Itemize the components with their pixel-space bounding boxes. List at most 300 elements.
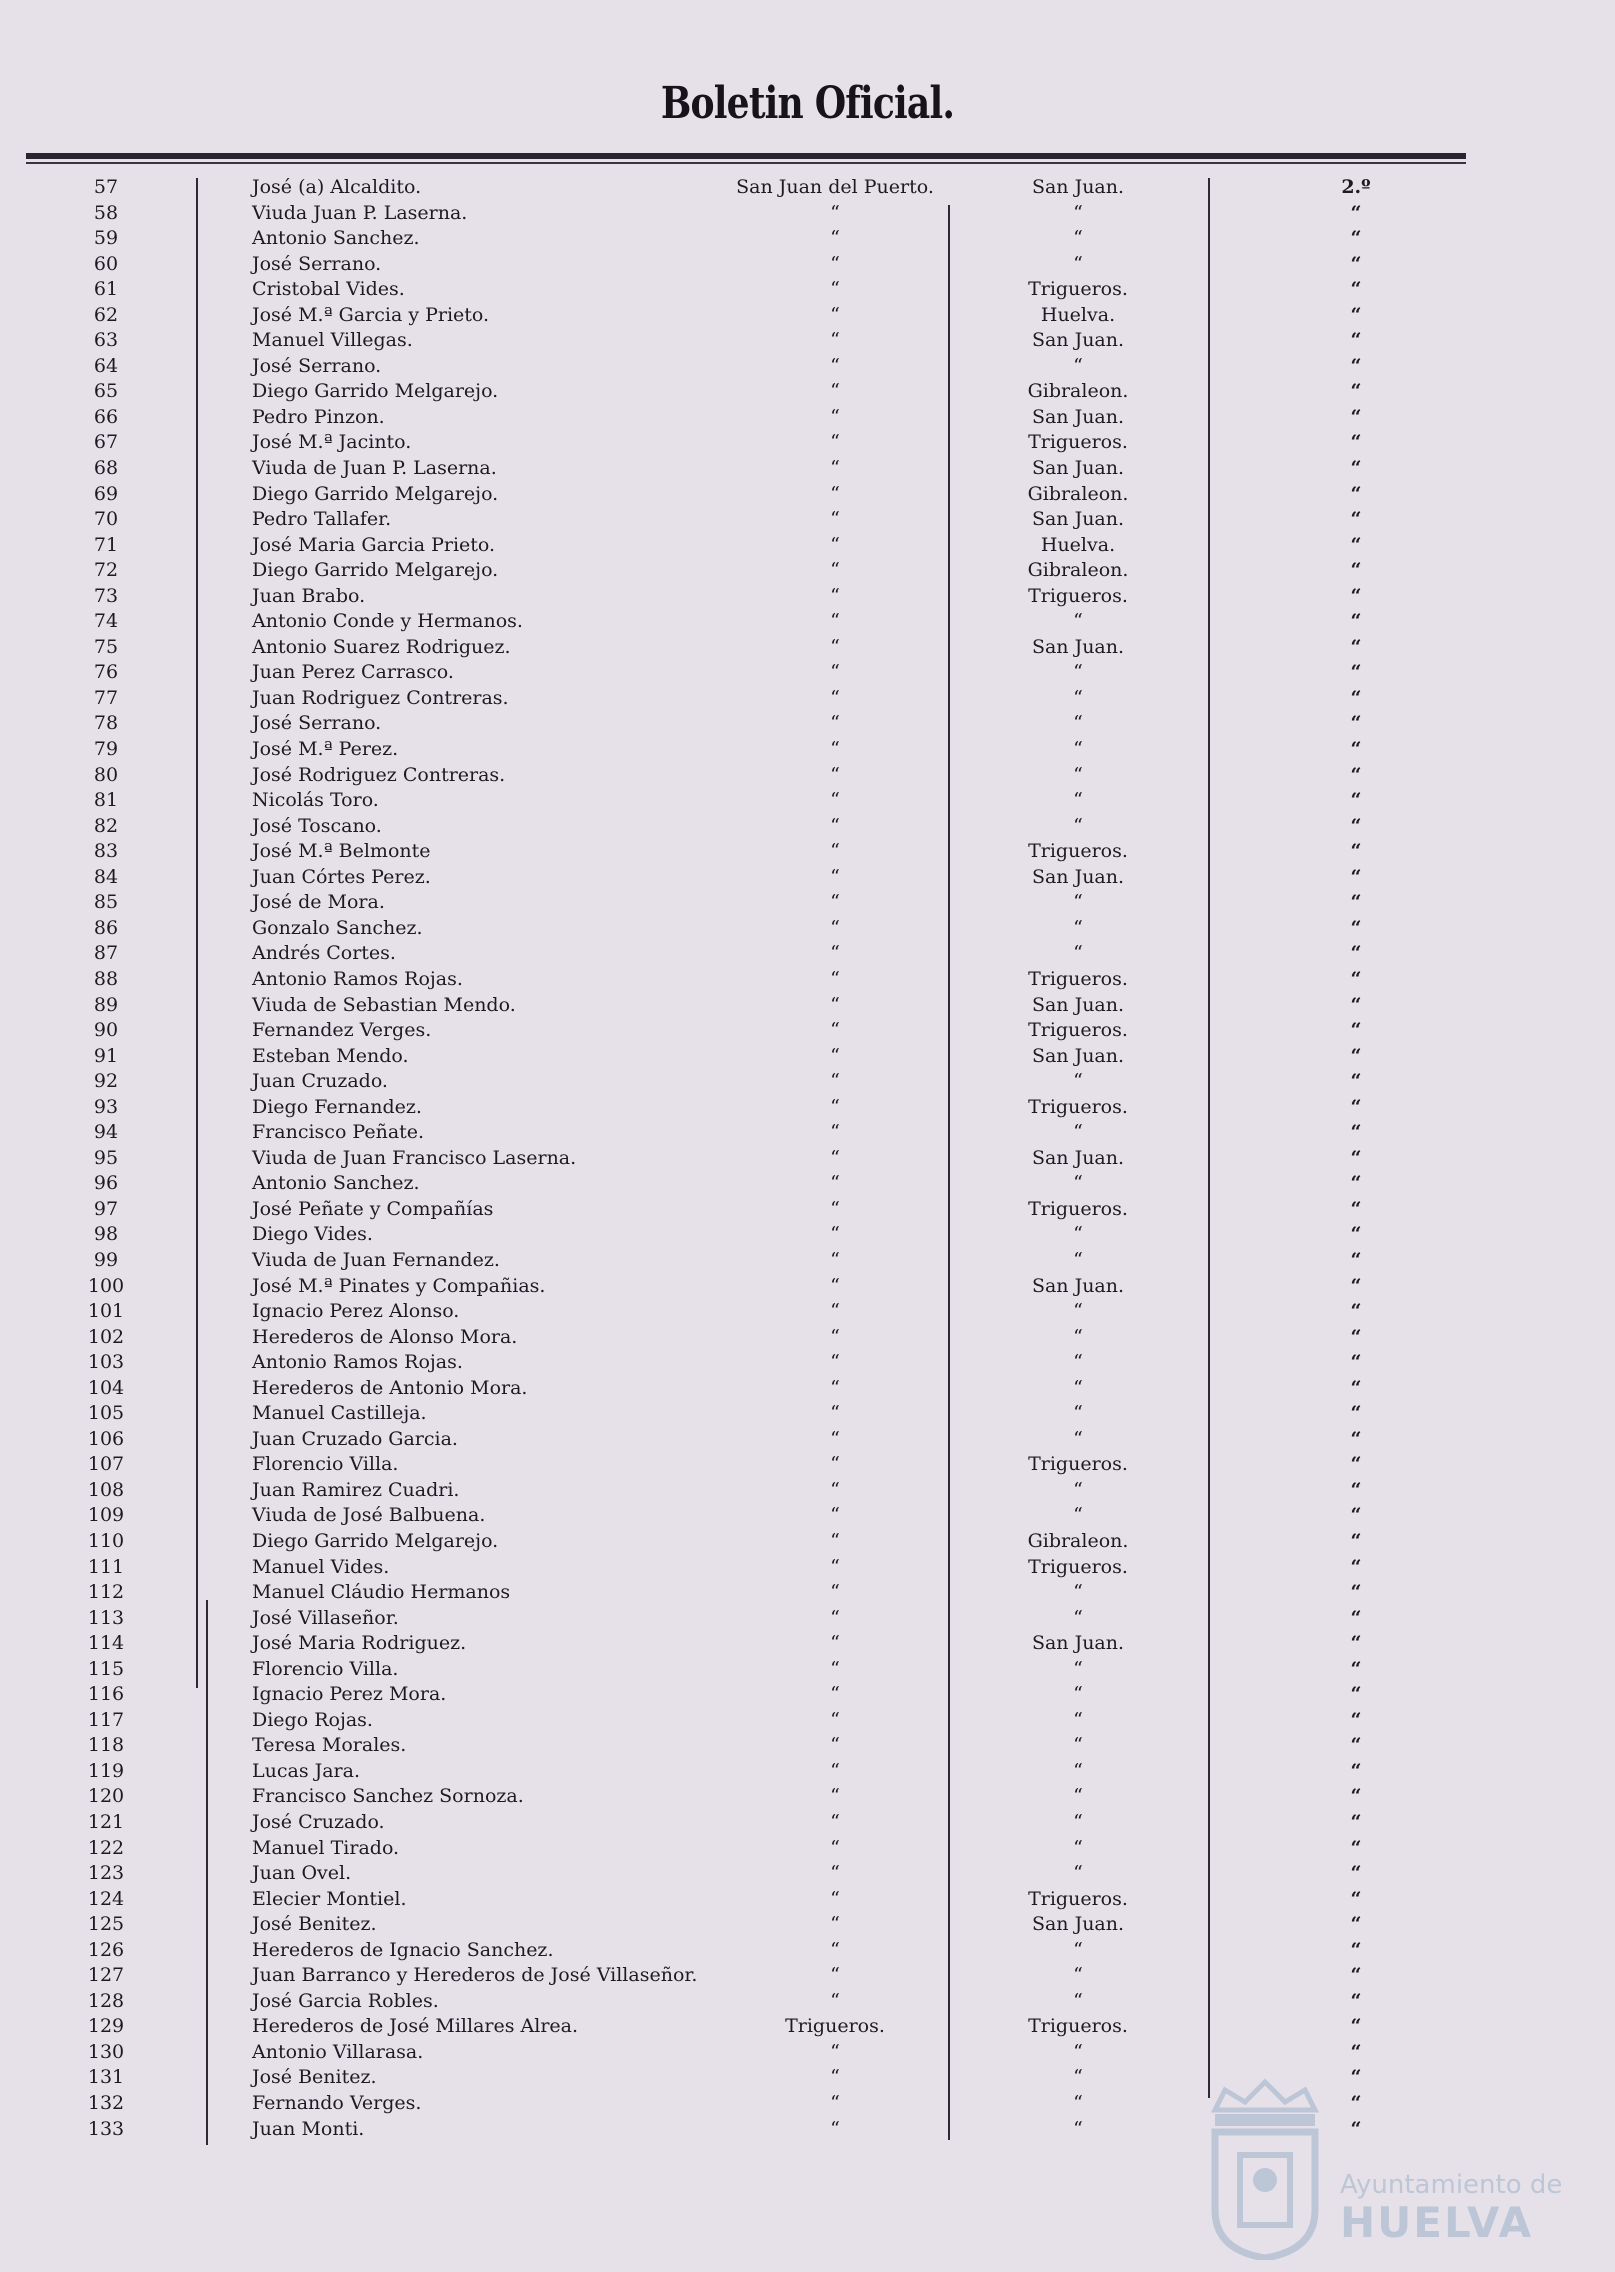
table-row: [0, 993, 1615, 1019]
entry-number: 59: [93, 227, 119, 250]
table-row: [0, 1989, 1615, 2015]
entry-origin: “: [830, 1964, 840, 1987]
entry-origin: “: [830, 1759, 840, 1782]
entry-number: 72: [93, 559, 119, 582]
entry-number: 79: [93, 738, 119, 761]
entry-destination: Gibraleon.: [1027, 380, 1129, 403]
entry-name: Manuel Villegas.: [252, 329, 413, 352]
entry-class: “: [1350, 1019, 1362, 1042]
table-row: [0, 1529, 1615, 1555]
entry-destination: “: [1073, 1376, 1083, 1399]
table-row: [0, 1503, 1615, 1529]
entry-name: José Toscano.: [252, 814, 382, 837]
entry-class: “: [1350, 814, 1362, 837]
entry-number: 63: [93, 329, 119, 352]
entry-name: Herederos de José Millares Alrea.: [252, 2015, 579, 2038]
entry-origin: “: [830, 405, 840, 428]
entry-name: José M.ª Pinates y Compañias.: [252, 1274, 546, 1297]
entry-number: 94: [93, 1121, 119, 1144]
entry-name: Francisco Peñate.: [252, 1121, 425, 1144]
entry-class: “: [1350, 354, 1362, 377]
entry-class: “: [1350, 1274, 1362, 1297]
entry-name: Juan Cruzado Garcia.: [252, 1427, 458, 1450]
table-row: [0, 2040, 1615, 2066]
entry-origin: “: [830, 942, 840, 965]
entry-class: “: [1350, 2040, 1362, 2063]
entry-number: 83: [93, 840, 119, 863]
entry-origin: “: [830, 1274, 840, 1297]
entry-origin: “: [830, 1683, 840, 1706]
entry-origin: “: [830, 1887, 840, 1910]
entry-name: José Peñate y Compañías: [252, 1197, 494, 1220]
entry-number: 101: [87, 1300, 125, 1323]
coat-of-arms-icon: [1200, 2070, 1330, 2260]
entry-destination: “: [1073, 1938, 1083, 1961]
entry-name: Florencio Villa.: [252, 1657, 399, 1680]
table-row: [0, 1222, 1615, 1248]
entry-destination: San Juan.: [1031, 993, 1125, 1016]
table-row: [0, 1018, 1615, 1044]
entry-origin: “: [830, 993, 840, 1016]
table-row: [0, 1555, 1615, 1581]
entry-name: Manuel Vides.: [252, 1555, 390, 1578]
table-row: [0, 175, 1615, 201]
entry-name: José Cruzado.: [252, 1811, 385, 1833]
table-row: [0, 1095, 1615, 1121]
entry-name: Diego Garrido Melgarejo.: [252, 559, 499, 582]
entry-name: Lucas Jara.: [252, 1759, 361, 1782]
entry-number: 107: [87, 1453, 125, 1476]
table-row: [0, 1963, 1615, 1989]
entry-class: “: [1350, 1606, 1362, 1629]
entry-number: 60: [93, 252, 119, 275]
entry-destination: “: [1073, 1708, 1083, 1731]
entry-name: Herederos de Alonso Mora.: [252, 1325, 518, 1348]
entry-origin: “: [830, 1325, 840, 1348]
entry-origin: “: [830, 354, 840, 377]
entry-name: José Maria Rodriguez.: [252, 1632, 467, 1655]
entry-number: 126: [87, 1938, 125, 1961]
entry-number: 90: [93, 1019, 119, 1042]
table-row: [0, 1606, 1615, 1632]
table-row: [0, 814, 1615, 840]
entry-name: Juan Barranco y Herederos de José Villaseñor.: [252, 1964, 698, 1987]
entry-class: “: [1350, 559, 1362, 582]
entry-class: “: [1350, 533, 1362, 556]
entry-number: 89: [93, 993, 119, 1016]
table-row: [0, 1708, 1615, 1734]
entry-class: “: [1350, 1913, 1362, 1936]
table-row: [0, 201, 1615, 227]
entry-origin: “: [830, 278, 840, 301]
table-row: [0, 252, 1615, 278]
entry-origin: “: [830, 1402, 840, 1425]
entry-number: 81: [93, 789, 119, 812]
entry-name: Antonio Ramos Rojas.: [252, 1351, 463, 1374]
table-row: [0, 482, 1615, 508]
entry-name: Juan Monti.: [252, 2117, 365, 2140]
entry-number: 96: [93, 1172, 119, 1195]
entry-class: “: [1350, 789, 1362, 812]
entry-origin: “: [830, 610, 840, 633]
entry-name: José Garcia Robles.: [252, 1989, 439, 2012]
table-row: [0, 1631, 1615, 1657]
entry-destination: “: [1073, 686, 1083, 709]
entry-origin: “: [830, 1811, 840, 1833]
table-row: [0, 277, 1615, 303]
table-row: [0, 788, 1615, 814]
entry-name: Fernando Verges.: [252, 2092, 422, 2115]
entry-name: Viuda de Juan Fernandez.: [252, 1248, 500, 1271]
entry-number: 103: [87, 1351, 125, 1374]
entry-destination: “: [1073, 1989, 1083, 2012]
entry-origin: “: [830, 1197, 840, 1220]
table-row: [0, 1069, 1615, 1095]
entry-origin: “: [830, 380, 840, 403]
entry-destination: San Juan.: [1031, 508, 1125, 531]
entry-name: Antonio Conde y Hermanos.: [252, 610, 523, 633]
table-row: [0, 303, 1615, 329]
entry-class: “: [1350, 942, 1362, 965]
entry-class: “: [1350, 1197, 1362, 1220]
entry-name: José Serrano.: [252, 252, 382, 275]
entry-number: 132: [87, 2092, 125, 2115]
entry-number: 133: [87, 2117, 125, 2140]
entry-number: 77: [93, 686, 119, 709]
entry-class: “: [1350, 661, 1362, 684]
table-row: [0, 609, 1615, 635]
table-row: [0, 2014, 1615, 2040]
table-row: [0, 1759, 1615, 1785]
entry-number: 104: [87, 1376, 125, 1399]
entry-origin: “: [830, 891, 840, 914]
entry-origin: “: [830, 252, 840, 275]
entry-name: José M.ª Jacinto.: [252, 431, 412, 454]
entry-origin: “: [830, 1095, 840, 1118]
entry-origin: “: [830, 1734, 840, 1757]
entry-number: 69: [93, 482, 119, 505]
entry-origin: “: [830, 2092, 840, 2115]
table-row: [0, 1887, 1615, 1913]
entry-number: 118: [87, 1734, 125, 1757]
entry-class: “: [1350, 1657, 1362, 1680]
entry-destination: “: [1073, 1351, 1083, 1374]
table-row: [0, 405, 1615, 431]
entry-number: 127: [87, 1964, 125, 1987]
entry-destination: Huelva.: [1040, 533, 1116, 556]
entry-name: José Serrano.: [252, 354, 382, 377]
entry-name: Viuda Juan P. Laserna.: [252, 201, 468, 224]
header-rule: [26, 153, 1466, 159]
entry-destination: Trigueros.: [1028, 1555, 1128, 1578]
entry-class: “: [1350, 1223, 1362, 1246]
entry-name: José M.ª Perez.: [252, 738, 399, 761]
entry-class: “: [1350, 1121, 1362, 1144]
entry-origin: “: [830, 2117, 840, 2140]
entry-name: José Rodriguez Contreras.: [252, 763, 506, 786]
entry-number: 84: [93, 865, 119, 888]
entry-class: “: [1350, 457, 1362, 480]
entry-origin: “: [830, 1632, 840, 1655]
entry-number: 106: [87, 1427, 125, 1450]
table-row: [0, 737, 1615, 763]
entry-number: 129: [87, 2015, 125, 2038]
entry-destination: “: [1073, 1478, 1083, 1501]
entry-class: “: [1350, 1529, 1362, 1552]
entry-destination: San Juan.: [1031, 1913, 1125, 1936]
table-row: [0, 1478, 1615, 1504]
entry-origin: “: [830, 227, 840, 250]
table-row: [0, 1197, 1615, 1223]
entry-destination: “: [1073, 610, 1083, 633]
entry-origin: “: [830, 1529, 840, 1552]
entry-number: 80: [93, 763, 119, 786]
entry-destination: “: [1073, 891, 1083, 914]
entry-number: 73: [93, 584, 119, 607]
entry-name: Juan Cruzado.: [252, 1070, 388, 1093]
entry-destination: “: [1073, 1300, 1083, 1323]
entry-class: “: [1350, 1555, 1362, 1578]
entry-number: 71: [93, 533, 119, 556]
entry-destination: San Juan.: [1031, 1632, 1125, 1655]
entry-destination: “: [1073, 1811, 1083, 1833]
table-row: [0, 1171, 1615, 1197]
entry-destination: Trigueros.: [1028, 1095, 1128, 1118]
table-row: [0, 1274, 1615, 1300]
entry-number: 86: [93, 916, 119, 939]
entry-name: Antonio Sanchez.: [252, 1172, 420, 1195]
table-row: [0, 1836, 1615, 1862]
page-title: Boletin Oficial.: [660, 78, 955, 129]
entry-origin: “: [830, 1657, 840, 1680]
entry-number: 102: [87, 1325, 125, 1348]
entry-name: Diego Rojas.: [252, 1708, 373, 1731]
entry-number: 122: [87, 1836, 125, 1859]
entry-destination: Trigueros.: [1028, 1197, 1128, 1220]
entry-name: Juan Rodriguez Contreras.: [252, 686, 509, 709]
table-row: [0, 584, 1615, 610]
entry-class: “: [1350, 508, 1362, 531]
entry-name: Florencio Villa.: [252, 1453, 399, 1476]
entry-origin: “: [830, 1606, 840, 1629]
entry-class: “: [1350, 891, 1362, 914]
entry-destination: Trigueros.: [1028, 840, 1128, 863]
table-row: [0, 456, 1615, 482]
entry-class: “: [1350, 1427, 1362, 1450]
entry-destination: “: [1073, 1402, 1083, 1425]
entry-number: 110: [87, 1529, 125, 1552]
table-row: [0, 1146, 1615, 1172]
entry-origin: “: [830, 1989, 840, 2012]
entry-class: “: [1350, 278, 1362, 301]
table-row: [0, 916, 1615, 942]
entry-name: Elecier Montiel.: [252, 1887, 407, 1910]
table-row: [0, 1299, 1615, 1325]
entry-destination: “: [1073, 661, 1083, 684]
entry-name: Pedro Tallafer.: [252, 508, 392, 531]
entry-origin: “: [830, 431, 840, 454]
entry-number: 105: [87, 1402, 125, 1425]
entry-name: Cristobal Vides.: [252, 278, 405, 301]
entry-origin: “: [830, 2066, 840, 2089]
table-row: [0, 865, 1615, 891]
entry-destination: “: [1073, 354, 1083, 377]
entry-number: 88: [93, 967, 119, 990]
entry-destination: Trigueros.: [1028, 2015, 1128, 2038]
entry-name: Juan Ramirez Cuadri.: [252, 1478, 460, 1501]
entry-number: 113: [87, 1606, 125, 1629]
table-row: [0, 533, 1615, 559]
entry-class: “: [1350, 1402, 1362, 1425]
table-row: [0, 1248, 1615, 1274]
entries-table: [0, 175, 1615, 2142]
entry-class: “: [1350, 1632, 1362, 1655]
entry-destination: Trigueros.: [1028, 1453, 1128, 1476]
entry-destination: “: [1073, 2040, 1083, 2063]
entry-destination: “: [1073, 1734, 1083, 1757]
entry-destination: Huelva.: [1040, 303, 1116, 326]
table-row: [0, 763, 1615, 789]
entry-class: “: [1350, 2092, 1362, 2115]
entry-origin: “: [830, 1351, 840, 1374]
entry-destination: “: [1073, 252, 1083, 275]
entry-class: “: [1350, 2117, 1362, 2140]
table-row: [0, 328, 1615, 354]
entry-number: 100: [87, 1274, 125, 1297]
entry-destination: San Juan.: [1031, 635, 1125, 658]
entry-number: 121: [87, 1811, 125, 1833]
entry-number: 67: [93, 431, 119, 454]
entry-class: “: [1350, 1325, 1362, 1348]
entry-number: 109: [87, 1504, 125, 1527]
entry-destination: “: [1073, 1581, 1083, 1604]
entry-name: Diego Garrido Melgarejo.: [252, 482, 499, 505]
entry-name: Teresa Morales.: [252, 1734, 407, 1757]
entry-name: Diego Fernandez.: [252, 1095, 422, 1118]
entry-class: “: [1350, 1887, 1362, 1910]
entry-destination: Gibraleon.: [1027, 559, 1129, 582]
entry-name: Antonio Suarez Rodriguez.: [252, 635, 511, 658]
entry-destination: “: [1073, 1759, 1083, 1782]
entry-name: Manuel Tirado.: [252, 1836, 400, 1859]
entry-number: 117: [87, 1708, 125, 1731]
entry-destination: “: [1073, 1606, 1083, 1629]
entry-class: “: [1350, 2066, 1362, 2089]
entry-destination: Gibraleon.: [1027, 1529, 1129, 1552]
entry-destination: “: [1073, 1862, 1083, 1885]
entry-class: “: [1350, 686, 1362, 709]
entry-origin: “: [830, 1785, 840, 1808]
entry-origin: “: [830, 508, 840, 531]
entry-origin: “: [830, 1223, 840, 1246]
table-row: [0, 558, 1615, 584]
entry-destination: San Juan.: [1031, 1044, 1125, 1067]
entry-class: “: [1350, 1785, 1362, 1808]
entry-number: 99: [93, 1248, 119, 1271]
entry-class: “: [1350, 1989, 1362, 2012]
table-row: [0, 1912, 1615, 1938]
entry-class: “: [1350, 201, 1362, 224]
entry-origin: “: [830, 329, 840, 352]
entry-number: 78: [93, 712, 119, 735]
entry-class: “: [1350, 1070, 1362, 1093]
entry-origin: “: [830, 1581, 840, 1604]
entry-destination: “: [1073, 712, 1083, 735]
entry-class: “: [1350, 1581, 1362, 1604]
entry-name: Gonzalo Sanchez.: [252, 916, 423, 939]
header-rule-thin: [26, 162, 1466, 164]
table-row: [0, 839, 1615, 865]
entry-origin: “: [830, 661, 840, 684]
entry-destination: Trigueros.: [1028, 967, 1128, 990]
entry-class: “: [1350, 1172, 1362, 1195]
entry-destination: San Juan.: [1031, 176, 1125, 198]
entry-class: “: [1350, 1300, 1362, 1323]
entry-number: 119: [87, 1759, 125, 1782]
entry-destination: San Juan.: [1031, 457, 1125, 480]
entry-class: “: [1350, 1095, 1362, 1118]
entry-destination: “: [1073, 942, 1083, 965]
entry-class: “: [1350, 840, 1362, 863]
entry-class: “: [1350, 227, 1362, 250]
table-row: [0, 1810, 1615, 1836]
entry-destination: Trigueros.: [1028, 584, 1128, 607]
entry-class: “: [1350, 738, 1362, 761]
table-row: [0, 635, 1615, 661]
entry-origin: “: [830, 763, 840, 786]
table-row: [0, 660, 1615, 686]
entry-destination: “: [1073, 916, 1083, 939]
entry-class: “: [1350, 1708, 1362, 1731]
entry-number: 93: [93, 1095, 119, 1118]
entry-origin: “: [830, 712, 840, 735]
table-row: [0, 967, 1615, 993]
table-row: [0, 686, 1615, 712]
entry-number: 98: [93, 1223, 119, 1246]
entry-class: “: [1350, 1836, 1362, 1859]
entry-number: 75: [93, 635, 119, 658]
entry-name: Manuel Castilleja.: [252, 1402, 427, 1425]
table-row: [0, 1452, 1615, 1478]
entry-class: “: [1350, 993, 1362, 1016]
entry-class: “: [1350, 1759, 1362, 1782]
entry-number: 124: [87, 1887, 125, 1910]
entry-origin: “: [830, 1862, 840, 1885]
entry-destination: Trigueros.: [1028, 278, 1128, 301]
entry-origin: “: [830, 1044, 840, 1067]
entry-number: 115: [87, 1657, 125, 1680]
entry-number: 92: [93, 1070, 119, 1093]
table-row: [0, 941, 1615, 967]
entry-number: 130: [87, 2040, 125, 2063]
entry-destination: “: [1073, 2117, 1083, 2140]
entry-origin: “: [830, 1300, 840, 1323]
entry-origin: “: [830, 840, 840, 863]
entry-destination: “: [1073, 1504, 1083, 1527]
entry-destination: “: [1073, 227, 1083, 250]
entry-number: 123: [87, 1862, 125, 1885]
entry-class: “: [1350, 1044, 1362, 1067]
entry-destination: San Juan.: [1031, 405, 1125, 428]
entry-destination: San Juan.: [1031, 1146, 1125, 1169]
entry-number: 85: [93, 891, 119, 914]
table-row: [0, 1861, 1615, 1887]
entry-class: “: [1350, 1376, 1362, 1399]
entry-origin: “: [830, 1836, 840, 1859]
table-row: [0, 1938, 1615, 1964]
entry-number: 64: [93, 354, 119, 377]
entry-origin: “: [830, 916, 840, 939]
